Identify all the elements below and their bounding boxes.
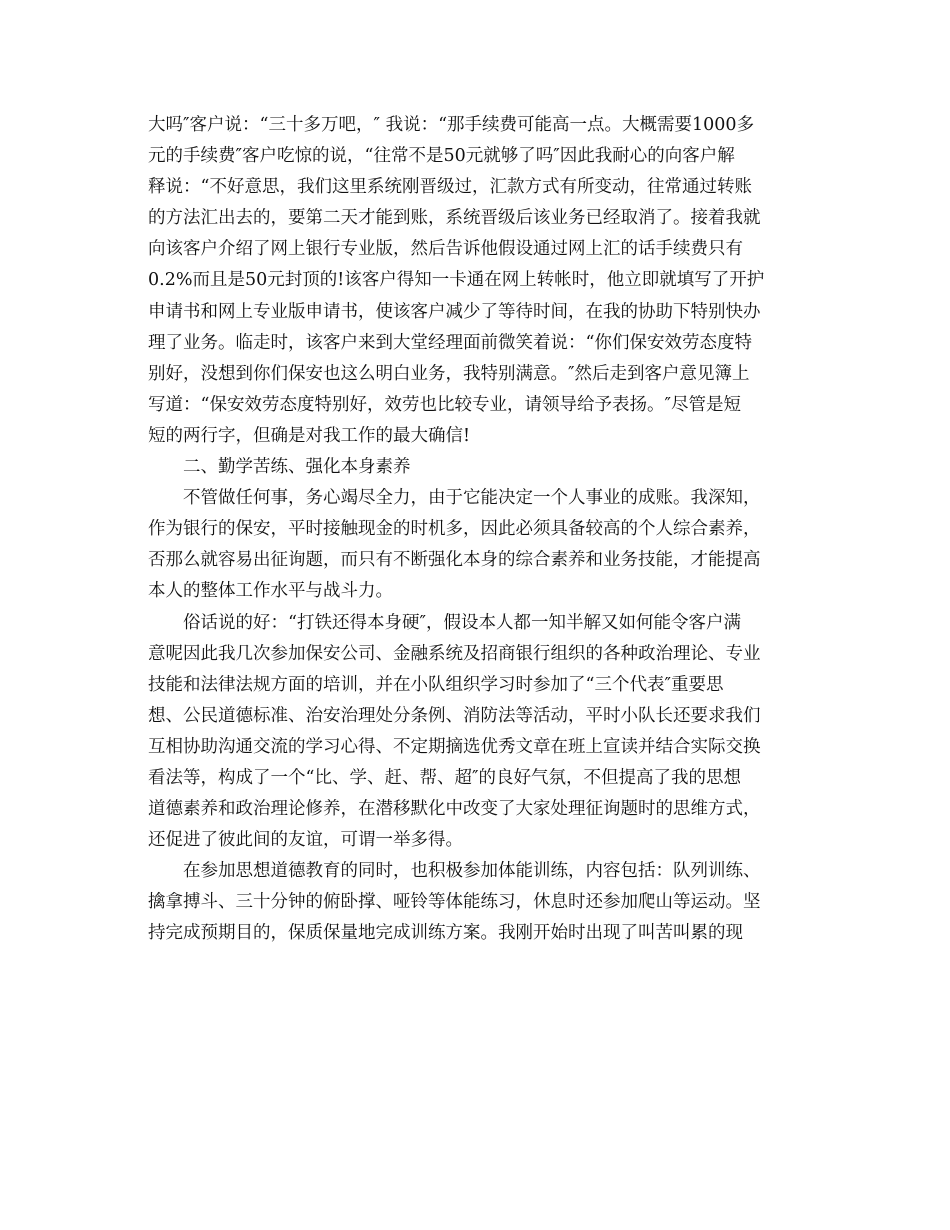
text-line: 别好，没想到你们保安也这么明白业务，我特别满意。″然后走到客户意见簿上 — [148, 363, 750, 384]
text-line: 大吗″客户说：“三十多万吧，″ 我说：“那手续费可能高一点。大概需要1000多 — [148, 115, 755, 135]
text-line: 向该客户介绍了网上银行专业版，然后告诉他假设通过网上汇的话手续费只有 — [148, 239, 743, 260]
text-line: 的方法汇出去的，要第二天才能到账，系统晋级后该业务已经取消了。接着我就 — [148, 208, 761, 229]
text-line: 意呢因此我几次参加保安公司、金融系统及招商银行组织的各种政治理论、专业 — [148, 643, 761, 664]
text-line: 擒拿搏斗、三十分钟的俯卧撑、哑铃等体能练习，休息时还参加爬山等运动。坚 — [148, 892, 761, 913]
text-line: 作为银行的保安，平时接触现金的时机多，因此必须具备较高的个人综合素养， — [148, 519, 761, 540]
paragraph-start: 俗话说的好：“打铁还得本身硬″，假设本人都一知半解又如何能令客户满 — [183, 612, 741, 633]
text-line: 本人的整体工作水平与战斗力。 — [148, 581, 393, 602]
text-line: 短的两行字，但确是对我工作的最大确信! — [148, 425, 471, 446]
text-line: 理了业务。临走时，该客户来到大堂经理面前微笑着说：“你们保安效劳态度特 — [148, 332, 752, 353]
paragraph-start: 在参加思想道德教育的同时，也积极参加体能训练，内容包括：队列训练、 — [183, 861, 761, 882]
text-line: 0.2%而且是50元封顶的!该客户得知一卡通在网上转帐时，他立即就填写了开护 — [148, 270, 765, 291]
section-heading: 二、勤学苦练、强化本身素养 — [183, 457, 411, 478]
text-line: 道德素养和政治理论修养，在潜移默化中改变了大家处理征询题时的思维方式， — [148, 799, 761, 820]
text-line: 释说：“不好意思，我们这里系统刚晋级过，汇款方式有所变动，往常通过转账 — [148, 177, 752, 198]
text-line: 看法等，构成了一个“比、学、赶、帮、超″的良好气氛，不但提高了我的思想 — [148, 767, 741, 788]
text-line: 否那么就容易出征询题，而只有不断强化本身的综合素养和业务技能，才能提高 — [148, 550, 761, 571]
text-line: 互相协助沟通交流的学习心得、不定期摘选优秀文章在班上宣读并结合实际交换 — [148, 736, 761, 757]
text-line: 想、公民道德标准、治安治理处分条例、消防法等活动，平时小队长还要求我们 — [148, 705, 761, 726]
text-line: 写道：“保安效劳态度特别好，效劳也比较专业，请领导给予表扬。″尽管是短 — [148, 394, 741, 415]
text-line: 元的手续费″客户吃惊的说，“往常不是50元就够了吗″因此我耐心的向客户解 — [148, 146, 735, 167]
document-body — [148, 110, 808, 950]
text-line: 技能和法律法规方面的培训，并在小队组织学习时参加了“三个代表″重要思 — [148, 674, 724, 695]
paragraph-start: 不管做任何事，务心竭尽全力，由于它能决定一个人事业的成账。我深知， — [183, 488, 761, 509]
text-line: 还促进了彼此间的友谊，可谓一举多得。 — [148, 830, 463, 851]
text-line: 申请书和网上专业版申请书，使该客户减少了等待时间，在我的协助下特别快办 — [148, 301, 761, 322]
text-line: 持完成预期目的，保质保量地完成训练方案。我刚开始时出现了叫苦叫累的现 — [148, 923, 743, 944]
